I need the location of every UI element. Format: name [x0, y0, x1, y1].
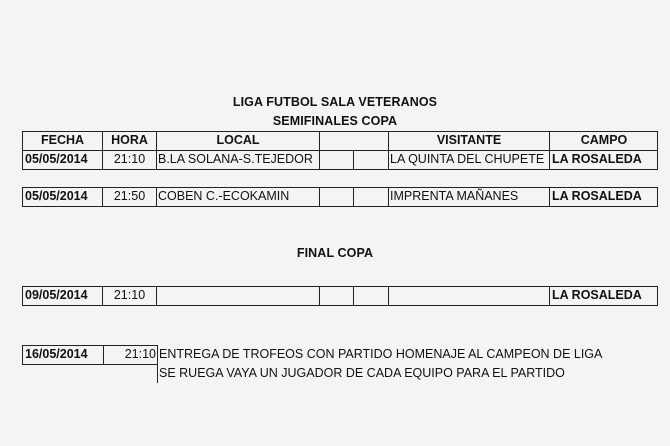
- column-header-local: LOCAL: [216, 133, 260, 147]
- ceremony-date: 16/05/2014: [25, 347, 88, 361]
- visiting-team: IMPRENTA MAÑANES: [390, 189, 519, 203]
- semifinals-title: SEMIFINALES COPA: [272, 114, 398, 128]
- ceremony-note-2: SE RUEGA VAYA UN JUGADOR DE CADA EQUIPO PARA EL PARTIDO: [159, 366, 565, 380]
- venue: LA ROSALEDA: [552, 152, 642, 166]
- ceremony-note-1: ENTREGA DE TROFEOS CON PARTIDO HOMENAJE AL CAMPEON DE LIGA: [159, 347, 603, 361]
- match-time: 21:50: [113, 189, 146, 203]
- match-time: 21:10: [113, 288, 146, 302]
- column-header-visitante: VISITANTE: [436, 133, 502, 147]
- column-header-hora: HORA: [111, 133, 148, 147]
- visiting-team: LA QUINTA DEL CHUPETE: [390, 152, 545, 166]
- local-team: COBEN C.-ECOKAMIN: [158, 189, 290, 203]
- venue: LA ROSALEDA: [552, 288, 642, 302]
- match-date: 09/05/2014: [25, 288, 88, 302]
- column-header-campo: CAMPO: [580, 133, 628, 147]
- final-title: FINAL COPA: [296, 246, 374, 260]
- column-header-fecha: FECHA: [40, 133, 85, 147]
- match-date: 05/05/2014: [25, 152, 88, 166]
- local-team: B.LA SOLANA-S.TEJEDOR: [158, 152, 313, 166]
- match-date: 05/05/2014: [25, 189, 88, 203]
- venue: LA ROSALEDA: [552, 189, 642, 203]
- league-title: LIGA FUTBOL SALA VETERANOS: [232, 95, 438, 109]
- match-time: 21:10: [113, 152, 146, 166]
- ceremony-time: 21:10: [124, 347, 156, 361]
